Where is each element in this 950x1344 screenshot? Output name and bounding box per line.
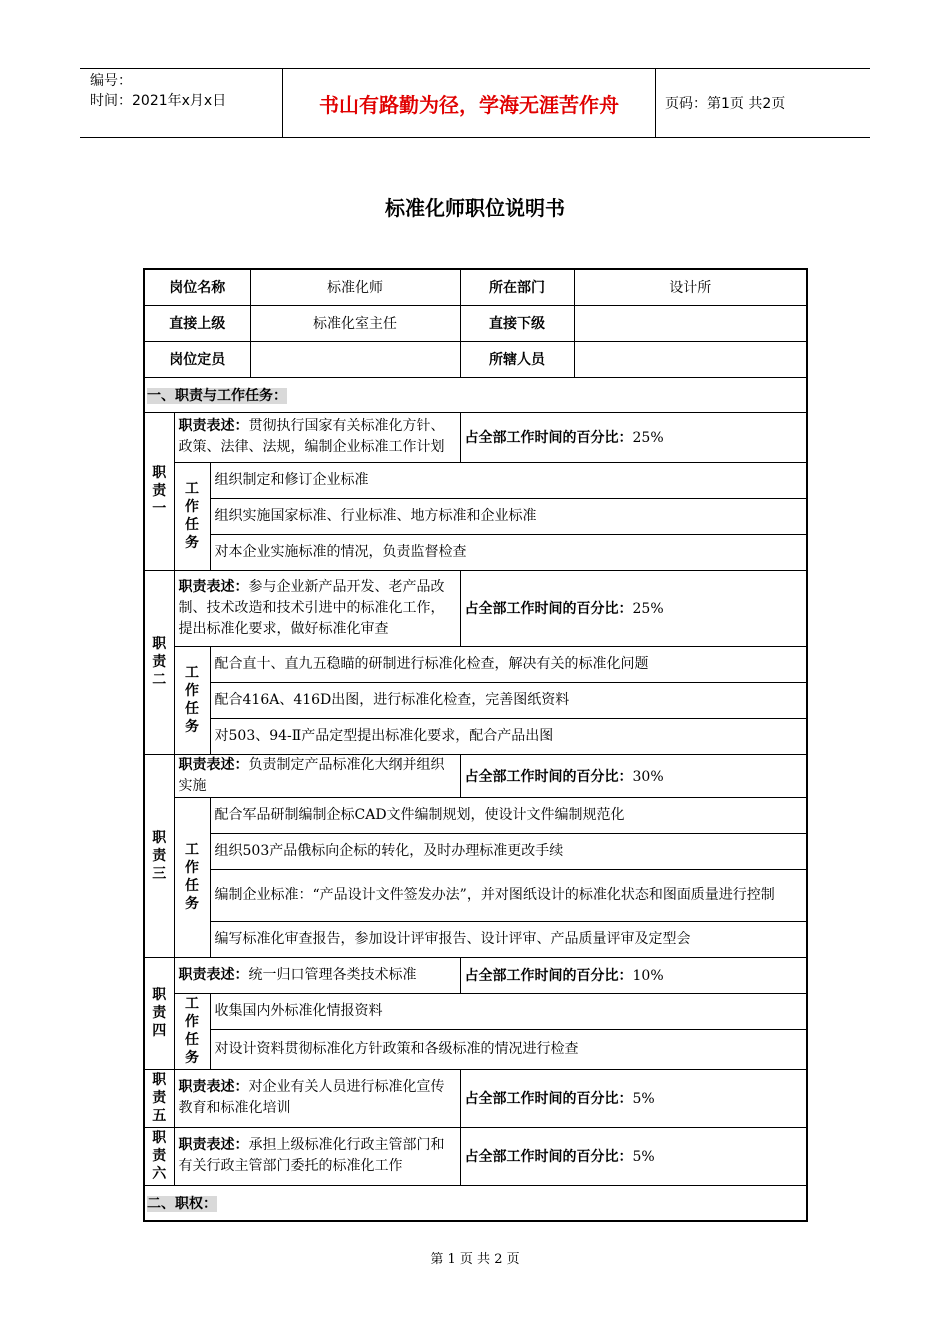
task-item: 配合416A、416D出图，进行标准化检查，完善图纸资料 — [210, 682, 807, 718]
task-label: 工作任务 — [174, 993, 210, 1069]
duty-name: 职责五 — [144, 1069, 174, 1127]
duty-pct: 占全部工作时间的百分比：25% — [460, 570, 807, 646]
duty-desc: 职责表述：贯彻执行国家有关标准化方针、政策、法律、法规，编制企业标准工作计划 — [174, 412, 460, 462]
quota-value — [250, 341, 460, 377]
section-authority-heading: 二、职权： — [144, 1185, 807, 1221]
duty-pct: 占全部工作时间的百分比：30% — [460, 754, 807, 797]
staff-label: 所辖人员 — [460, 341, 574, 377]
duty-pct: 占全部工作时间的百分比：5% — [460, 1127, 807, 1185]
task-item: 对本企业实施标准的情况，负责监督检查 — [210, 534, 807, 570]
section-row — [144, 1185, 807, 1221]
duty-desc: 职责表述：对企业有关人员进行标准化宣传教育和标准化培训 — [174, 1069, 460, 1127]
duty-desc: 职责表述：参与企业新产品开发、老产品改制、技术改造和技术引进中的标准化工作，提出标准化要求，做好标准化审查 — [174, 570, 460, 646]
info-row — [144, 269, 807, 305]
subordinate-label: 直接下级 — [460, 305, 574, 341]
staff-value — [574, 341, 807, 377]
task-item: 组织制定和修订企业标准 — [210, 462, 807, 498]
duty-name: 职责二 — [144, 570, 174, 754]
duty-name: 职责四 — [144, 957, 174, 1069]
duty-pct: 占全部工作时间的百分比：5% — [460, 1069, 807, 1127]
duty-name: 职责六 — [144, 1127, 174, 1185]
page-footer: 第 1 页 共 2 页 — [430, 1252, 520, 1267]
task-label: 工作任务 — [174, 797, 210, 957]
dept-label: 所在部门 — [460, 269, 574, 305]
header-motto: 书山有路勤为径，学海无涯苦作舟 — [282, 69, 656, 137]
duty-desc: 职责表述：负责制定产品标准化大纲并组织实施 — [174, 754, 460, 797]
task-item: 编制企业标准：“产品设计文件签发办法”，并对图纸设计的标准化状态和图面质量进行控制 — [210, 869, 807, 921]
subordinate-value — [574, 305, 807, 341]
duty-pct: 占全部工作时间的百分比：25% — [460, 412, 807, 462]
task-item: 组织实施国家标准、行业标准、地方标准和企业标准 — [210, 498, 807, 534]
header-page-label: 页码：第1页 共2页 — [665, 96, 786, 112]
task-label: 工作任务 — [174, 646, 210, 754]
dept-value: 设计所 — [574, 269, 807, 305]
superior-value: 标准化室主任 — [250, 305, 460, 341]
duty-name: 职责一 — [144, 412, 174, 570]
doc-title: 标准化师职位说明书 — [385, 196, 565, 220]
doc-time-label: 时间：2021年x月x日 — [90, 93, 227, 109]
info-row — [144, 341, 807, 377]
section-duties-heading: 一、职责与工作任务： — [144, 377, 807, 412]
task-item: 配合军品研制编制企标CAD文件编制规划，使设计文件编制规范化 — [210, 797, 807, 833]
task-label: 工作任务 — [174, 462, 210, 570]
job-description-table — [143, 268, 808, 1222]
header-band — [80, 68, 870, 138]
duty-pct: 占全部工作时间的百分比：10% — [460, 957, 807, 993]
duty-desc: 职责表述：承担上级标准化行政主管部门和有关行政主管部门委托的标准化工作 — [174, 1127, 460, 1185]
section-row — [144, 377, 807, 412]
duty-desc: 职责表述：统一归口管理各类技术标准 — [174, 957, 460, 993]
task-item: 编写标准化审查报告，参加设计评审报告、设计评审、产品质量评审及定型会 — [210, 921, 807, 957]
position-label: 岗位名称 — [144, 269, 250, 305]
superior-label: 直接上级 — [144, 305, 250, 341]
task-item: 配合直十、直九五稳瞄的研制进行标准化检查，解决有关的标准化问题 — [210, 646, 807, 682]
task-item: 对设计资料贯彻标准化方针政策和各级标准的情况进行检查 — [210, 1029, 807, 1069]
quota-label: 岗位定员 — [144, 341, 250, 377]
duty-name: 职责三 — [144, 754, 174, 957]
task-item: 组织503产品俄标向企标的转化，及时办理标准更改手续 — [210, 833, 807, 869]
info-row — [144, 305, 807, 341]
doc-number-label: 编号： — [90, 73, 132, 89]
task-item: 对503、94-Ⅱ产品定型提出标准化要求，配合产品出图 — [210, 718, 807, 754]
position-value: 标准化师 — [250, 269, 460, 305]
task-item: 收集国内外标准化情报资料 — [210, 993, 807, 1029]
header-meta — [80, 69, 282, 137]
